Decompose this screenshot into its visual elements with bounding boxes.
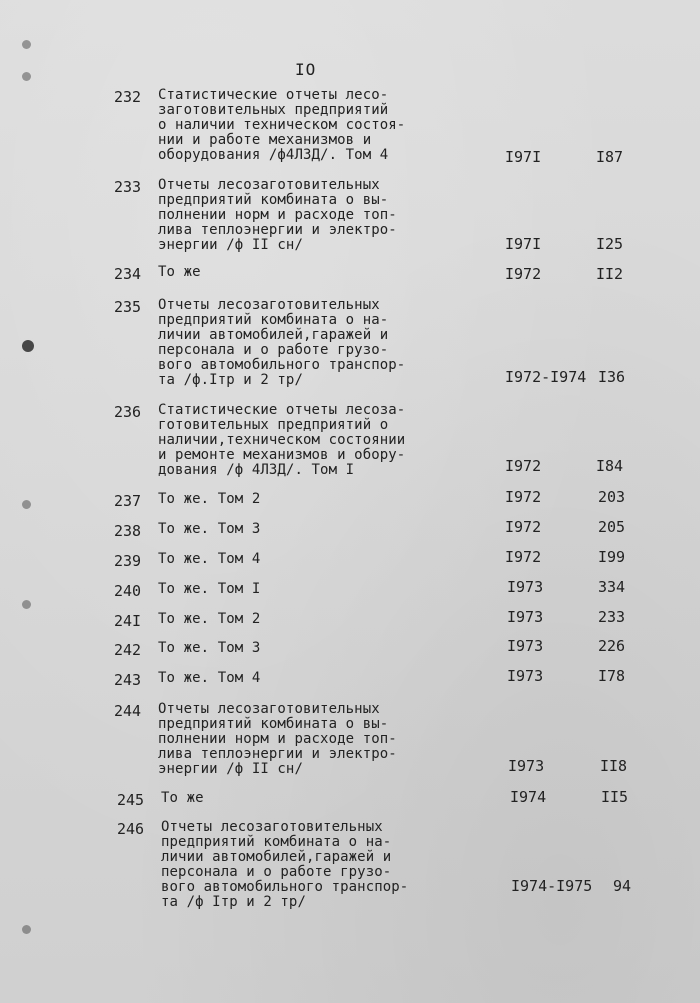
entry-number: 239: [114, 552, 142, 570]
entry-year: I973: [507, 667, 544, 685]
entry-year: I973: [507, 637, 544, 655]
entry-number: 236: [114, 403, 142, 421]
entry-number: 24I: [114, 612, 142, 630]
entry-count: 203: [598, 488, 626, 506]
entry-number: 237: [114, 492, 142, 510]
entry-count: 94: [613, 877, 632, 895]
entry-year: I974: [510, 788, 547, 806]
entry-description: То же: [158, 264, 201, 280]
entry-description: Статистические отчеты лесоза- готовительных предприятий о наличии,техническом состоянии и ремонте механизмов и обору- дования /ф 4ЛЗД/. Том I: [158, 402, 406, 478]
entry-number: 246: [117, 820, 145, 838]
page-number: IO: [295, 60, 317, 79]
binding-mark: [22, 72, 31, 81]
entry-description: То же. Том 4: [158, 670, 261, 686]
entry-count: 226: [598, 637, 626, 655]
entry-count: I36: [598, 368, 626, 386]
entry-number: 245: [117, 791, 145, 809]
entry-count: 205: [598, 518, 626, 536]
binding-mark: [22, 600, 31, 609]
binding-mark: [22, 500, 31, 509]
entry-count: 334: [598, 578, 626, 596]
entry-description: Отчеты лесозаготовительных предприятий комбината о на- личии автомобилей,гаражей и персонала и о работе грузо- вого автомобильного транспор- та /ф.Iтр и 2 тр/: [158, 297, 406, 388]
binding-mark: [22, 40, 31, 49]
entry-year: I97I: [505, 148, 542, 166]
entry-count: I99: [598, 548, 626, 566]
entry-description: Отчеты лесозаготовительных предприятий комбината о вы- полнении норм и расходе топ- лива теплоэнергии и электро- энергии /ф II сн/: [158, 177, 397, 253]
entry-year: I972-I974: [505, 368, 587, 386]
entry-year: I972: [505, 548, 542, 566]
entry-year: I973: [507, 608, 544, 626]
entry-count: 233: [598, 608, 626, 626]
entry-year: I972: [505, 265, 542, 283]
entry-count: I87: [596, 148, 624, 166]
entry-number: 240: [114, 582, 142, 600]
entry-number: 244: [114, 702, 142, 720]
entry-description: То же. Том 2: [158, 611, 261, 627]
entry-year: I973: [508, 757, 545, 775]
entry-description: То же. Том 4: [158, 551, 261, 567]
entry-year: I97I: [505, 235, 542, 253]
entry-description: То же. Том I: [158, 581, 261, 597]
entry-number: 232: [114, 88, 142, 106]
entry-description: То же. Том 3: [158, 640, 261, 656]
entry-description: То же. Том 3: [158, 521, 261, 537]
entry-count: II8: [600, 757, 628, 775]
binding-mark: [22, 925, 31, 934]
entry-count: II2: [596, 265, 624, 283]
entry-count: I78: [598, 667, 626, 685]
entry-count: I84: [596, 457, 624, 475]
entry-year: I973: [507, 578, 544, 596]
entry-description: Статистические отчеты лесо- заготовительных предприятий о наличии техническом состоя- нии и работе механизмов и оборудования /ф4ЛЗД/. Том 4: [158, 87, 406, 163]
entry-year: I972: [505, 457, 542, 475]
entry-description: То же: [161, 790, 204, 806]
binding-hole: [22, 340, 34, 352]
entry-year: I972: [505, 488, 542, 506]
entry-number: 235: [114, 298, 142, 316]
entry-description: То же. Том 2: [158, 491, 261, 507]
entry-number: 243: [114, 671, 142, 689]
entry-description: Отчеты лесозаготовительных предприятий комбината о на- личии автомобилей,гаражей и персонала и о работе грузо- вого автомобильного транспор- та /ф Iтр и 2 тр/: [161, 819, 409, 910]
entry-count: I25: [596, 235, 624, 253]
entry-number: 242: [114, 641, 142, 659]
entry-description: Отчеты лесозаготовительных предприятий комбината о вы- полнении норм и расходе топ- лива теплоэнергии и электро- энергии /ф II сн/: [158, 701, 397, 777]
entry-year: I974-I975: [511, 877, 593, 895]
entry-number: 233: [114, 178, 142, 196]
entry-year: I972: [505, 518, 542, 536]
entry-number: 238: [114, 522, 142, 540]
entry-number: 234: [114, 265, 142, 283]
entry-count: II5: [601, 788, 629, 806]
